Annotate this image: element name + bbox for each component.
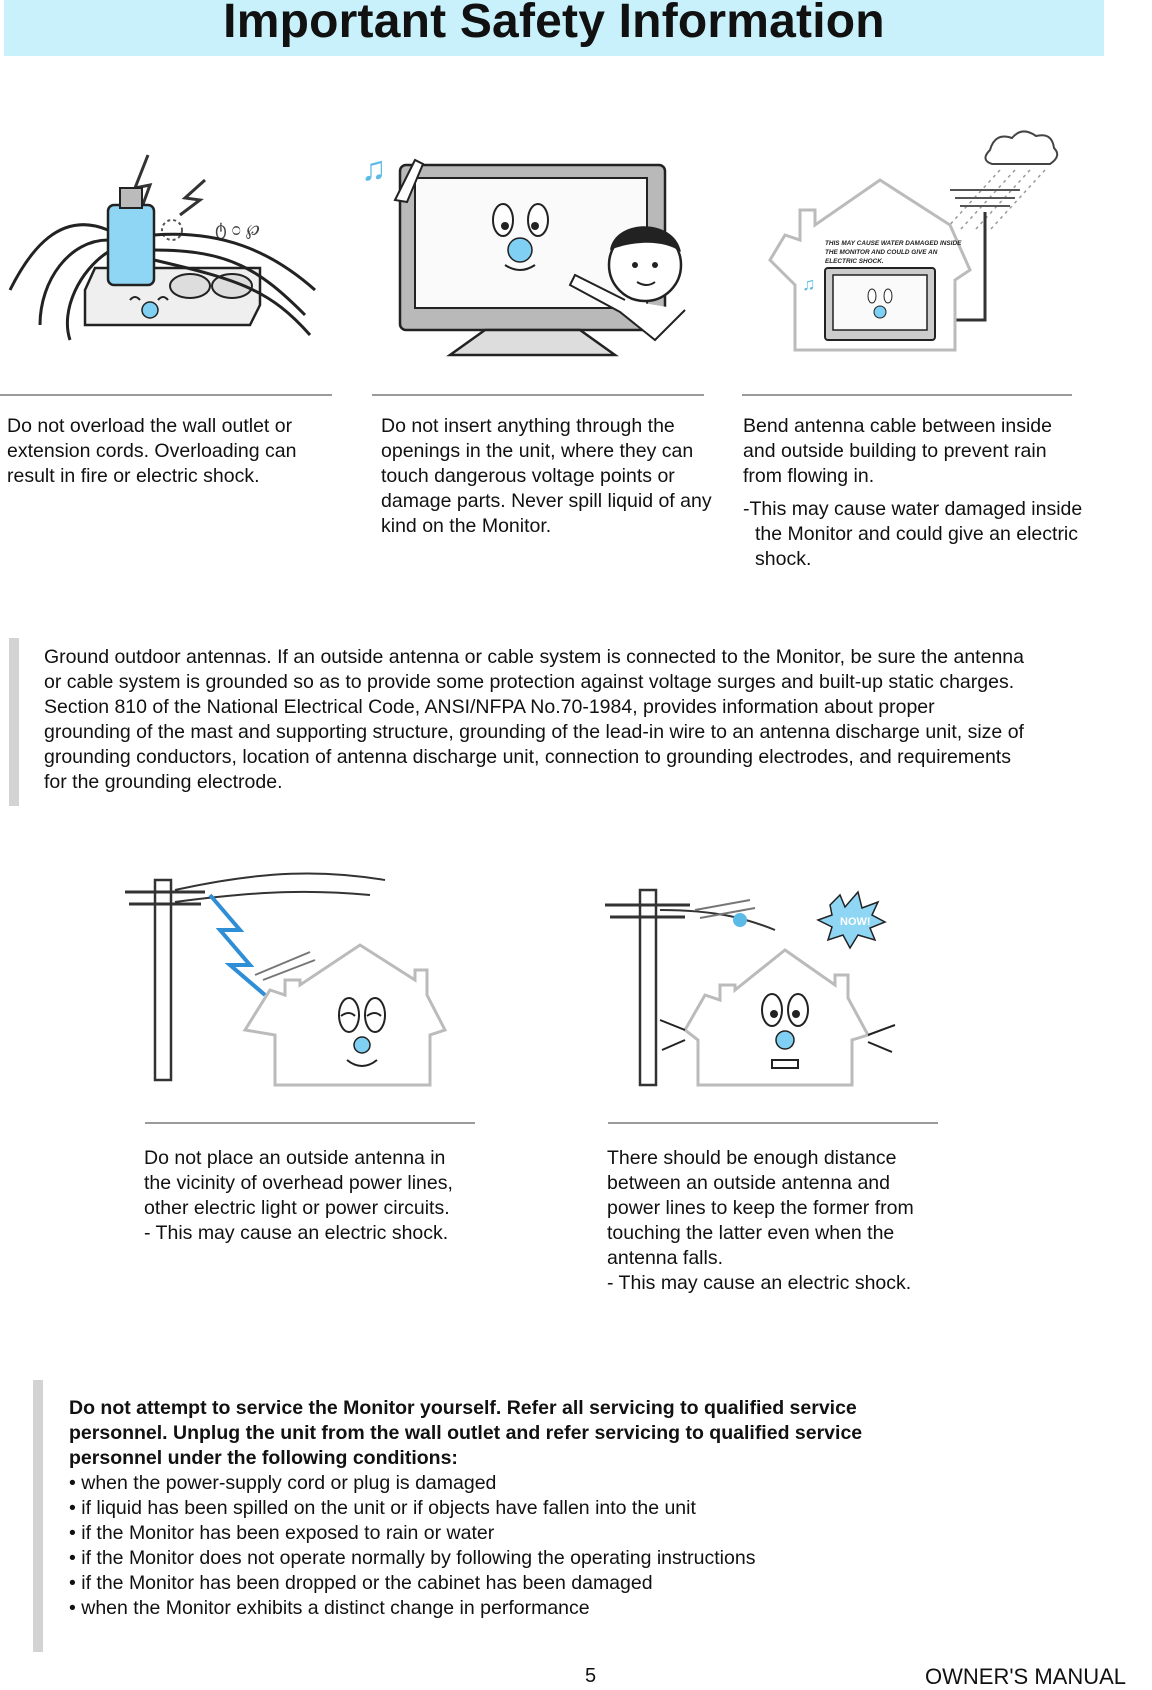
grounding-paragraph: Ground outdoor antennas. If an outside antenna or cable system is connected to the Monitor, be sure the antenna or cable system is grounded so as to provide some protection against voltage surges and built-up static charges. Section 810 of the National Electrical Code, ANSI/NFPA No.70-1984, provides information about proper grounding of the mast and supporting structure, grounding of the lead-in wire to an antenna discharge unit, size of grounding conductors, location of antenna discharge unit, connection to grounding electrodes, and requirements for the grounding electrode. [44,646,1024,793]
caption-overload: Do not overload the wall outlet or extension cords. Overloading can result in fire or electric shock. [7,415,297,487]
svg-text:ტ ೦ ℘: ტ ೦ ℘ [215,219,260,239]
list-item: • if liquid has been spilled on the unit or if objects have fallen into the unit [69,1497,696,1519]
caption-distance: There should be enough distance between an outside antenna and power lines to keep the former from touching the latter even when the antenna falls. - This may cause an electric shock. [607,1147,914,1294]
now-burst-text: NOW! [840,916,871,928]
monitor-insert-illustration [355,140,715,360]
list-item: • if the Monitor does not operate normally by following the operating instructions [69,1547,756,1569]
title-banner [4,0,1104,56]
sidebar-bar [9,638,19,806]
antenna-distance-illustration [600,880,940,1095]
caption-insert: Do not insert anything through the openings in the unit, where they can touch dangerous voltage points or damage parts. Never spill liquid of any kind on the Monitor. [381,415,712,537]
page-number: 5 [585,1665,597,1687]
svg-text:♫: ♫ [802,274,816,294]
service-list [69,1471,939,1621]
caption-power-lines: Do not place an outside antenna in the vicinity of overhead power lines, other electric light or power circuits. - This may cause an electric shock. [144,1147,453,1244]
power-line-antenna-illustration [115,870,485,1095]
list-item: • if the Monitor has been dropped or the cabinet has been damaged [69,1572,653,1594]
house-warning-text: THIS MAY CAUSE WATER DAMAGED INSIDE THE MONITOR AND COULD GIVE AN ELECTRIC SHOCK. [825,240,962,265]
divider [0,394,332,396]
page-title: Important Safety Information [223,0,885,48]
divider [742,394,1072,396]
list-item: • if the Monitor has been exposed to rain or water [69,1522,495,1544]
rain-house-illustration [740,120,1075,360]
divider [145,1122,475,1124]
overloaded-outlet-illustration [0,140,330,360]
service-block [69,1396,939,1621]
caption-antenna-cable: Bend antenna cable between inside and outside building to prevent rain from flowing in. -This may cause water damaged inside the Monitor and could give an electric shock. [743,414,1093,572]
svg-text:♫: ♫ [361,150,387,188]
divider [608,1122,938,1124]
list-item: • when the power-supply cord or plug is damaged [69,1472,497,1494]
list-item: • when the Monitor exhibits a distinct change in performance [69,1597,590,1619]
divider [372,394,704,396]
footer-label: OWNER'S MANUAL [925,1664,1126,1689]
caption-antenna-note: -This may cause water damaged inside the Monitor and could give an electric shock. [743,498,1083,570]
sidebar-bar [33,1380,43,1652]
service-heading: Do not attempt to service the Monitor yourself. Refer all servicing to qualified service personnel. Unplug the unit from the wall outlet and refer servicing to qualified service personnel under the following conditions: [69,1397,863,1469]
